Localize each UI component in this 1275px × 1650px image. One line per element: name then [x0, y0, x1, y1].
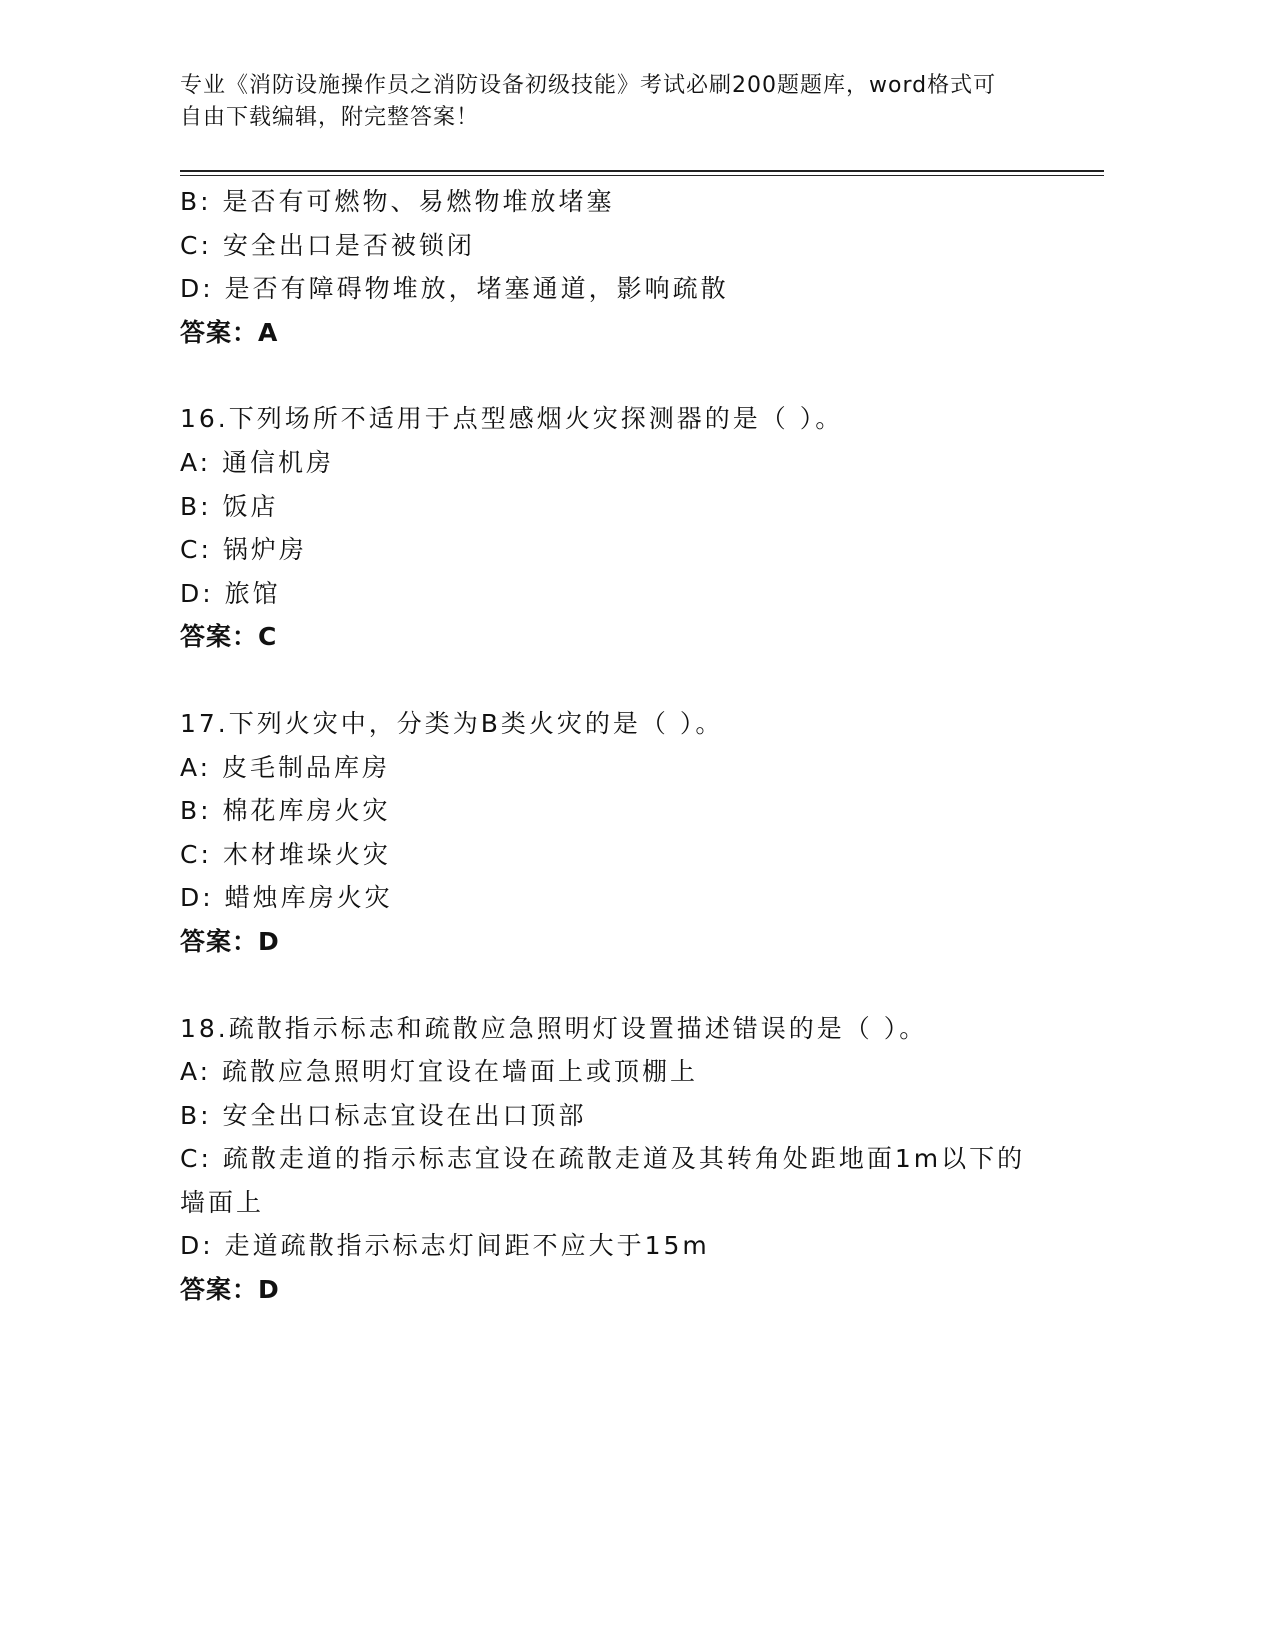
option-c: C: 锅炉房: [180, 535, 307, 565]
option-a: A: 通信机房: [180, 447, 335, 477]
header-line-2: 自由下载编辑，附完整答案！: [180, 105, 480, 130]
option-b: B: 棉花库房火灾: [180, 796, 391, 826]
header-divider-thin: [180, 175, 1104, 176]
option-d: D: 蜡烛库房火灾: [180, 883, 393, 913]
option-d: D: 是否有障碍物堆放，堵塞通道，影响疏散: [180, 274, 729, 304]
spacer: [180, 659, 1080, 702]
option-a: A: 皮毛制品库房: [180, 752, 391, 782]
option-b: B: 安全出口标志宜设在出口顶部: [180, 1100, 587, 1130]
option-c-continued: 墙面上: [180, 1187, 265, 1217]
question-16: [180, 397, 1080, 659]
question-text: 17.下列火灾中，分类为B类火灾的是（ ）。: [180, 708, 724, 738]
option-d: D: 走道疏散指示标志灯间距不应大于15m: [180, 1231, 710, 1261]
question-text: 16.下列场所不适用于点型感烟火灾探测器的是（ ）。: [180, 404, 844, 434]
option-c: C: 安全出口是否被锁闭: [180, 230, 475, 260]
question-text: 18.疏散指示标志和疏散应急照明灯设置描述错误的是（ ）。: [180, 1013, 928, 1043]
option-c: C: 木材堆垛火灾: [180, 839, 391, 869]
spacer: [180, 354, 1080, 397]
question-17: [180, 702, 1080, 964]
answer-line: 答案：A: [180, 317, 279, 347]
document-header: [180, 70, 1060, 134]
question-18: [180, 1007, 1080, 1312]
option-b: B: 饭店: [180, 491, 279, 521]
answer-line: 答案：C: [180, 622, 278, 652]
option-d: D: 旅馆: [180, 578, 281, 608]
header-divider-thick: [180, 170, 1104, 172]
spacer: [180, 964, 1080, 1007]
header-line-1: 专业《消防设施操作员之消防设备初级技能》考试必刷200题题库，word格式可: [180, 73, 997, 98]
answer-line: 答案：D: [180, 926, 280, 956]
question-list: [180, 180, 1080, 1312]
question-15: [180, 180, 1080, 354]
option-c: C: 疏散走道的指示标志宜设在疏散走道及其转角处距地面1m以下的: [180, 1144, 1026, 1174]
answer-line: 答案：D: [180, 1275, 280, 1305]
option-a: A: 疏散应急照明灯宜设在墙面上或顶棚上: [180, 1057, 699, 1087]
option-b: B: 是否有可燃物、易燃物堆放堵塞: [180, 187, 615, 216]
